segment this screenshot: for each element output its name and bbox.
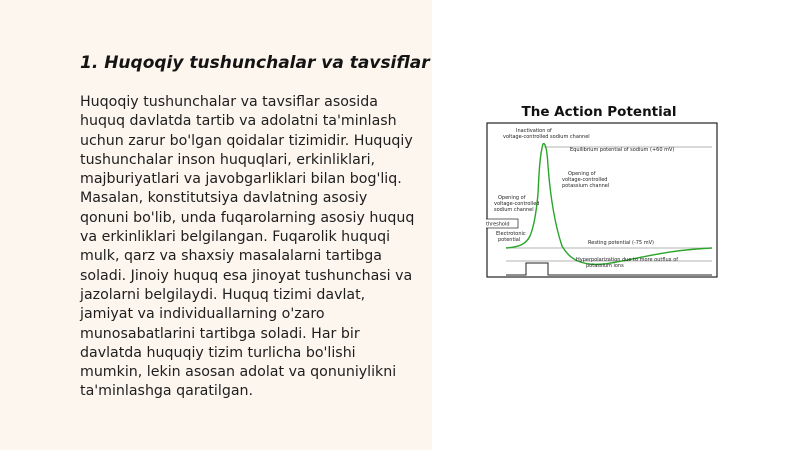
action-potential-diagram xyxy=(486,122,720,280)
label-sodium-opening-2: voltage-controlled xyxy=(494,201,540,207)
label-equilibrium: Equilibrium potential of sodium (+60 mV) xyxy=(570,147,675,153)
label-potassium-opening-2: voltage-controlled xyxy=(562,177,608,183)
slide-title: 1. Huqoqiy tushunchalar va tavsiflar xyxy=(80,53,430,73)
label-hyperpolarization-1: Hyperpolarization due to more outflux of xyxy=(576,257,679,263)
label-threshold: threshold xyxy=(486,221,510,228)
label-electrotonic-2: potential xyxy=(498,237,521,243)
label-inactivation-1: Inactivation of xyxy=(516,128,552,134)
action-potential-figure xyxy=(484,104,720,280)
label-resting: Resting potential (-75 mV) xyxy=(588,240,654,246)
label-sodium-opening-3: sodium channel xyxy=(494,207,534,213)
label-sodium-opening-1: Opening of xyxy=(498,195,526,201)
label-potassium-opening-1: Opening of xyxy=(568,171,596,177)
label-potassium-opening-3: potassium channel xyxy=(562,183,610,189)
label-inactivation-2: voltage-controlled sodium channel xyxy=(503,134,590,140)
slide-body-text: Huqoqiy tushunchalar va tavsiflar asosida huquq davlatda tartib va adolatni ta'minlash uchun zarur bo'lgan qoidalar tizimidir. Huquqiy tushunchalar inson huquqlari, erkinliklari, majburiyatlari va javobgarliklari bilan bog'liq. Masalan, konstitutsiya davlatning asosiy qonuni bo'lib, unda fuqarolarning asosiy huquq va erkinliklari belgilangan. Fuqarolik huquqi mulk, qarz va shaxsiy masalalarni tartibga soladi. Jinoiy huquq esa jinoyat tushunchasi va jazolarni belgilaydi. Huquq tizimi davlat, jamiyat va individuallarning o'zaro munosabatlarini tartibga soladi. Har bir davlatda huquqiy tizim turlicha bo'lishi mumkin, lekin asosan adolat va qonuniylikni ta'minlashga qaratilgan. xyxy=(80,94,415,400)
figure-title: The Action Potential xyxy=(521,104,677,120)
label-electrotonic-1: Electrotonic xyxy=(496,231,526,237)
label-hyperpolarization-2: potassium ions xyxy=(586,263,624,269)
